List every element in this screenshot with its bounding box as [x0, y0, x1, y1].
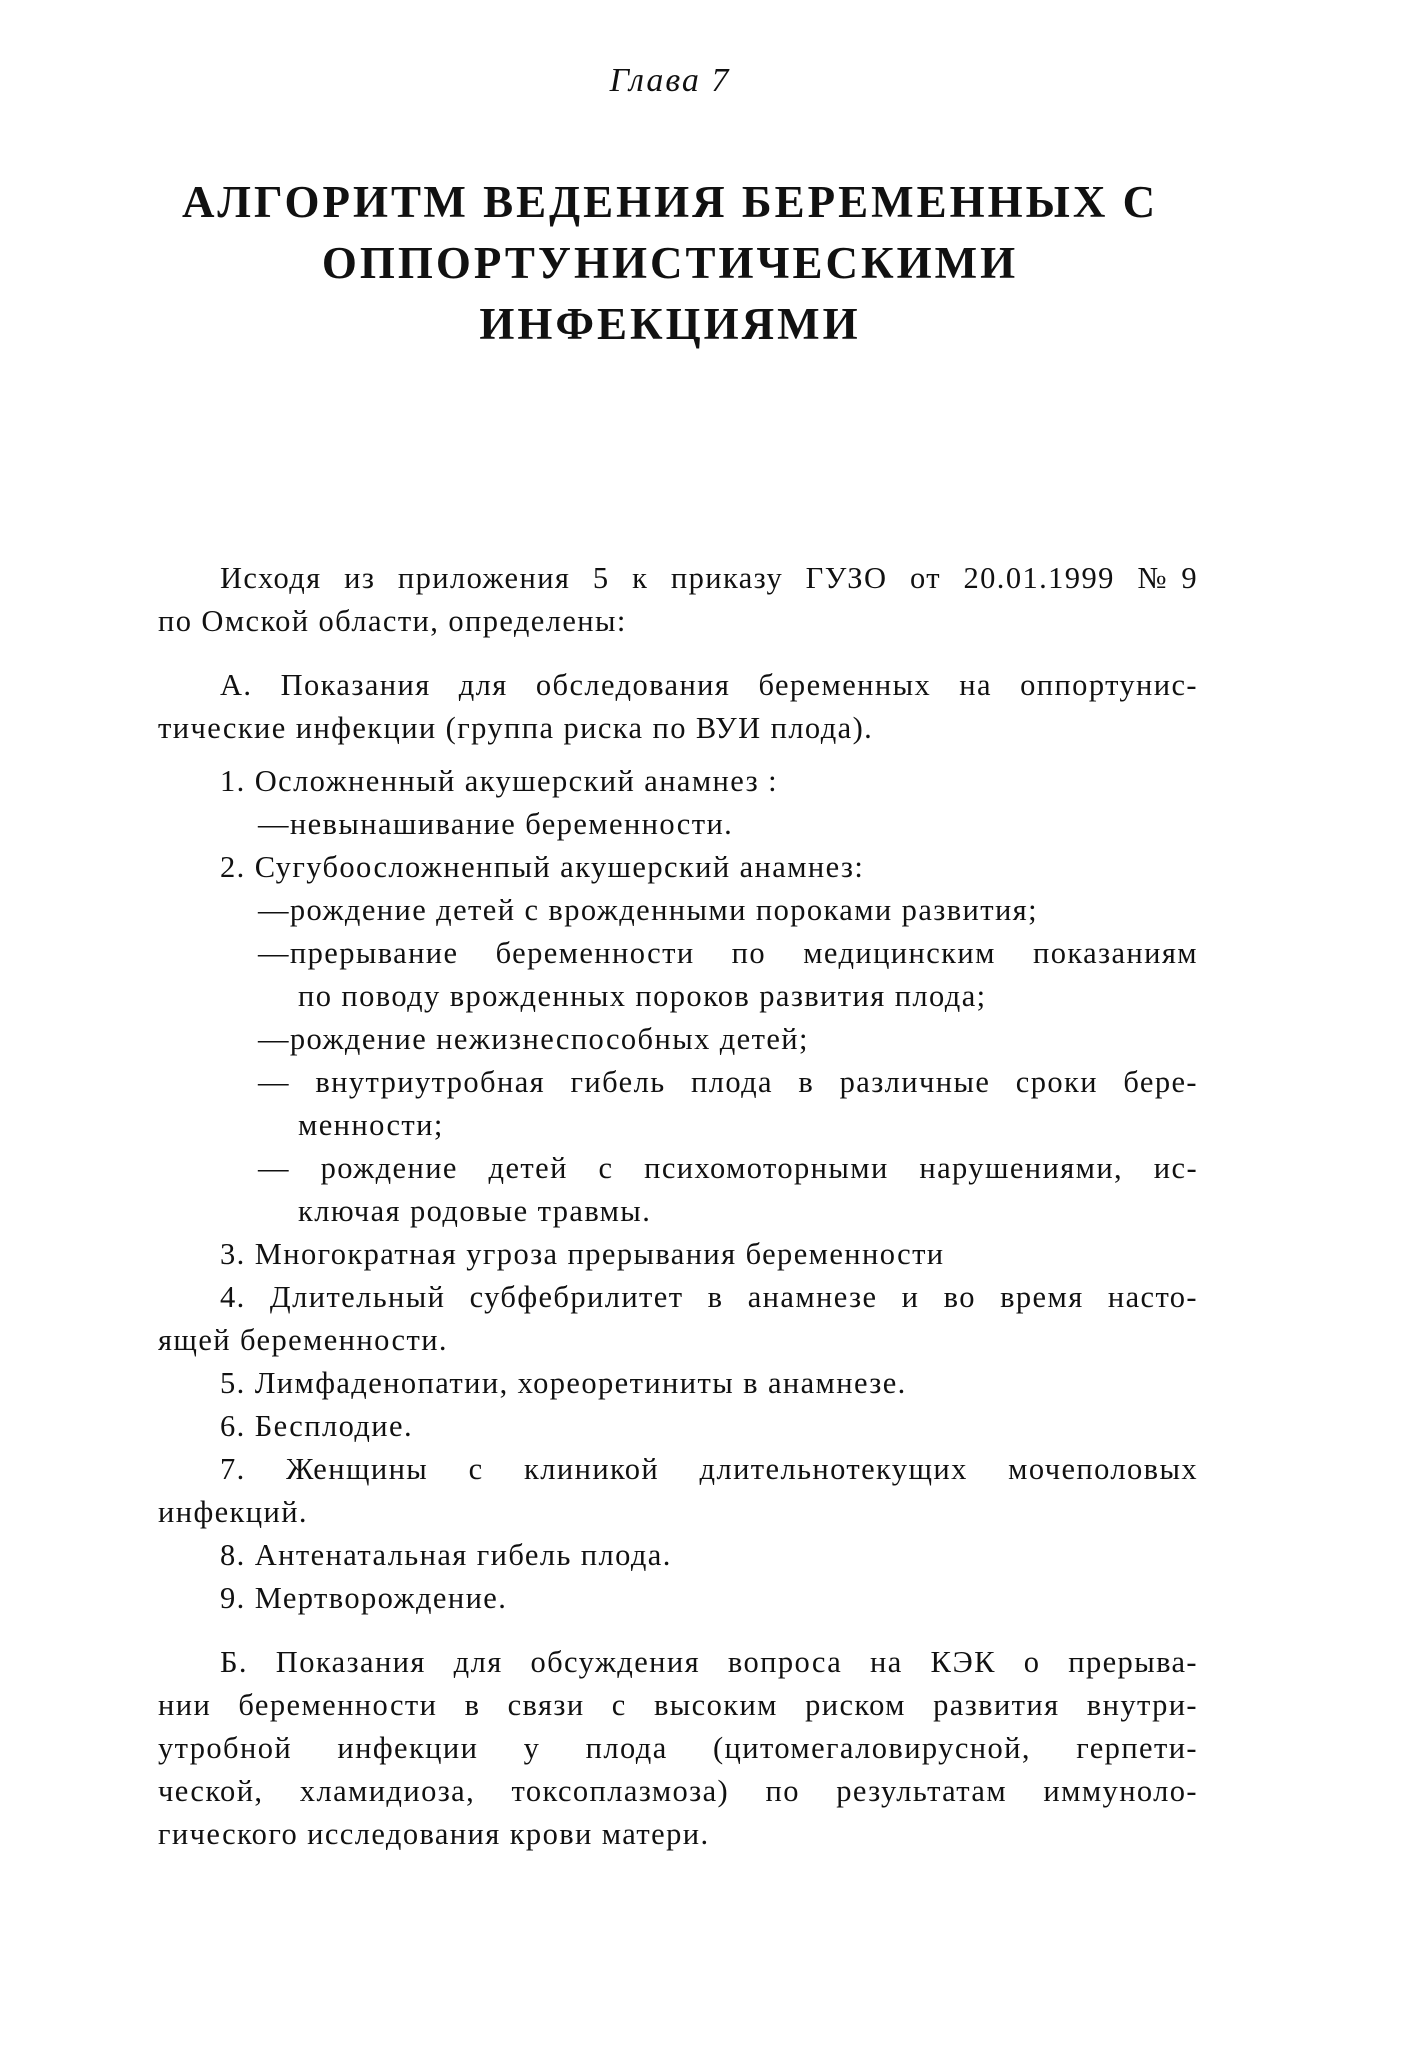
chapter-title-line: АЛГОРИТМ ВЕДЕНИЯ БЕРЕМЕННЫХ С: [181, 177, 1159, 227]
list-subitem: —прерывание беременности по медицинским показаниям: [258, 936, 1198, 970]
chapter-heading: Глава 7: [609, 62, 731, 99]
text-line: Исходя из приложения 5 к приказу ГУЗО от 20.01.1999 №9: [220, 561, 1198, 595]
indications-list: [158, 760, 1198, 1620]
chapter-title: [0, 172, 1340, 355]
list-item: [158, 760, 1198, 846]
text-line: по Омской области, определены:: [158, 604, 627, 638]
list-subitem: —рождение нежизнеспособных детей;: [258, 1022, 809, 1056]
page-body: [158, 557, 1198, 1856]
intro-paragraph: [158, 557, 1198, 643]
list-item-head: 7. Женщины с клиникой длительнотекущих мочеполовых: [220, 1452, 1198, 1486]
section-a-paragraph: [158, 664, 1198, 750]
list-item: 5. Лимфаденопатии, хореоретиниты в анамнезе.: [220, 1366, 907, 1400]
text-line: ческой, хламидиоза, токсоплазмоза) по результатам иммуноло-: [158, 1774, 1198, 1808]
chapter-title-line: ИНФЕКЦИЯМИ: [479, 299, 861, 349]
list-item-head: 2. Сугубоосложненпый акушерский анамнез:: [220, 850, 865, 884]
list-item: [158, 1448, 1198, 1534]
list-subitem-continuation: по поводу врожденных пороков развития плода;: [298, 979, 987, 1013]
list-subitem: — внутриутробная гибель плода в различные сроки бере-: [258, 1065, 1198, 1099]
list-item-continuation: ящей беременности.: [158, 1323, 448, 1357]
list-item: 9. Мертворождение.: [220, 1581, 508, 1615]
list-subitem: —невынашивание беременности.: [258, 807, 734, 841]
list-item-continuation: инфекций.: [158, 1495, 308, 1529]
list-subitem: — рождение детей с психомоторными нарушениями, ис-: [258, 1151, 1198, 1185]
text-line: утробной инфекции у плода (цитомегаловирусной, герпети-: [158, 1731, 1198, 1765]
text-line: тические инфекции (группа риска по ВУИ плода).: [158, 711, 874, 745]
list-item: [158, 846, 1198, 1233]
list-subitem-continuation: ключая родовые травмы.: [298, 1194, 652, 1228]
list-item: 6. Бесплодие.: [220, 1409, 413, 1443]
list-item: 3. Многократная угроза прерывания беременности: [220, 1237, 945, 1271]
list-item-head: 4. Длительный субфебрилитет в анамнезе и во время насто-: [220, 1280, 1198, 1314]
text-line: нии беременности в связи с высоким риском развития внутри-: [158, 1688, 1198, 1722]
text-line: Б. Показания для обсуждения вопроса на КЭК о прерыва-: [220, 1645, 1198, 1679]
text-line: гического исследования крови матери.: [158, 1817, 710, 1851]
list-subitem: —рождение детей с врожденными пороками развития;: [258, 893, 1038, 927]
list-item-head: 1. Осложненный акушерский анамнез :: [220, 764, 778, 798]
chapter-title-line: ОППОРТУНИСТИЧЕСКИМИ: [321, 238, 1019, 288]
list-item: [158, 1276, 1198, 1362]
section-b-paragraph: [158, 1641, 1198, 1856]
list-item: 8. Антенатальная гибель плода.: [220, 1538, 672, 1572]
text-line: А. Показания для обследования беременных на оппортунис-: [220, 668, 1198, 702]
list-subitem-continuation: менности;: [298, 1108, 444, 1142]
